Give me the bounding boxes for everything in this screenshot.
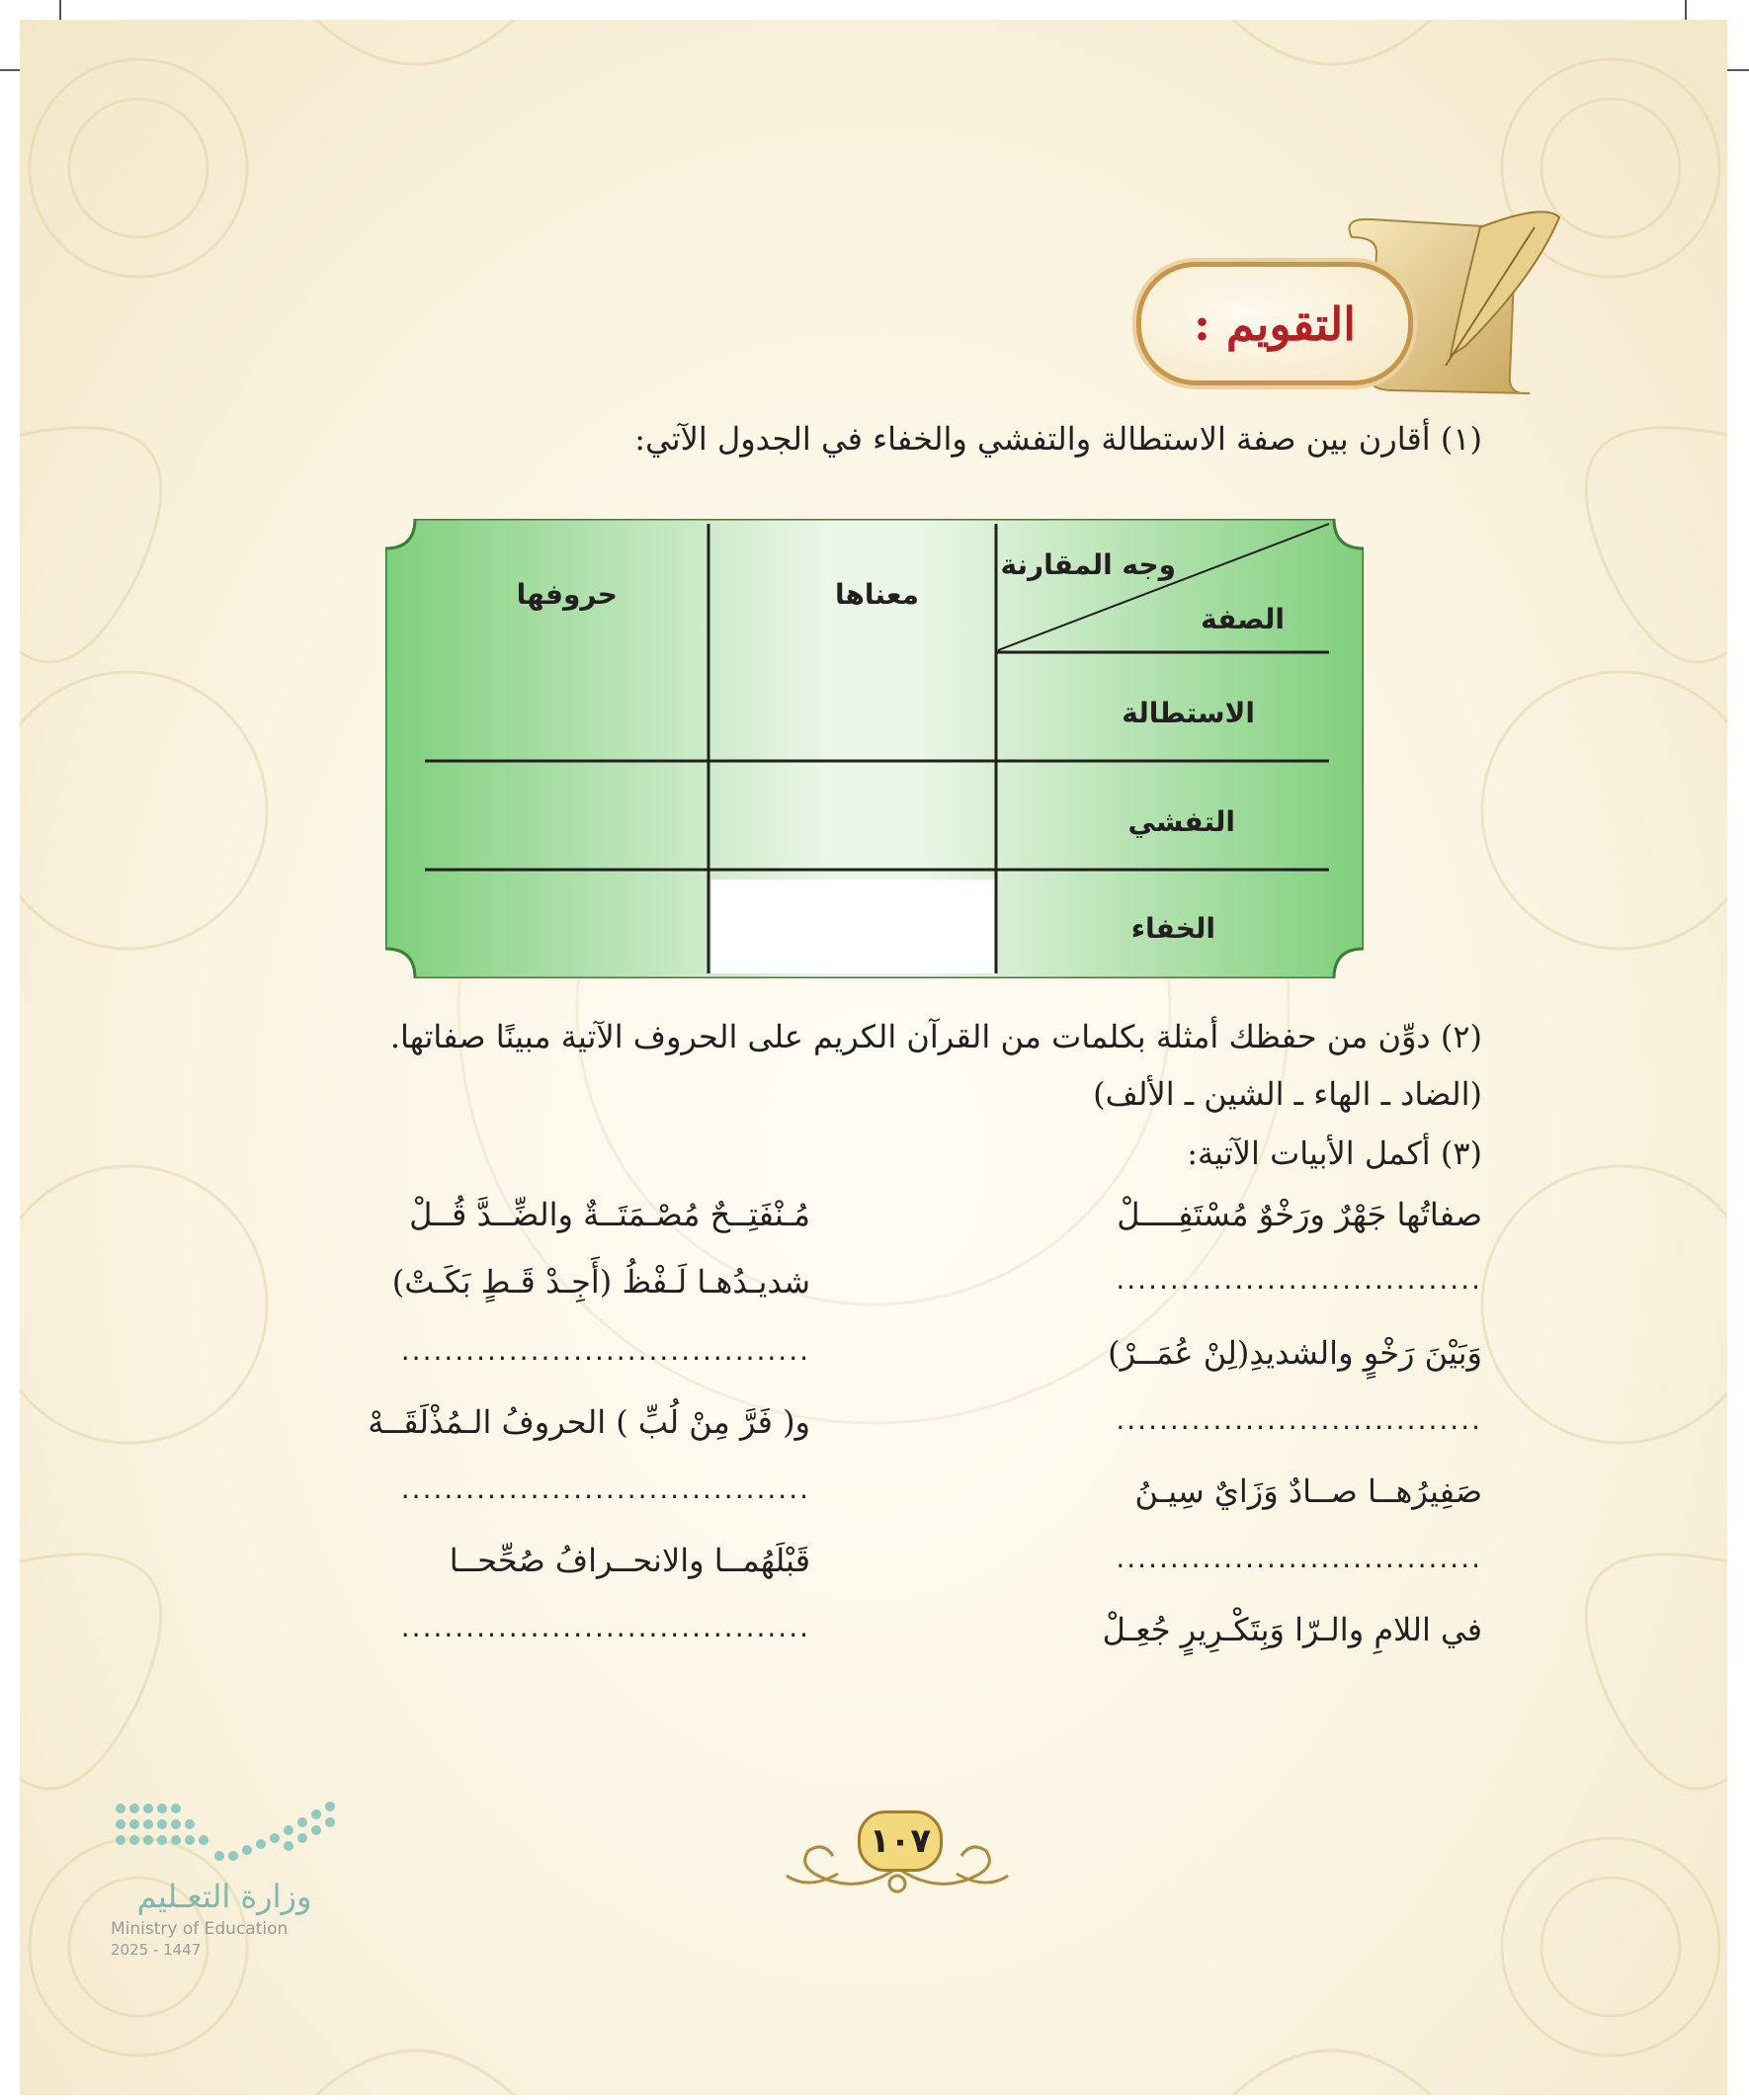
verse-right: في اللامِ والـرّا وَبِتَكْـرِيرٍ جُعِـلْ bbox=[1102, 1611, 1482, 1648]
ministry-year: 2025 - 1447 bbox=[111, 1941, 202, 1959]
table-corner-comparison: وجه المقارنة bbox=[1000, 548, 1176, 581]
ministry-name-arabic: وزارة التعـليم bbox=[136, 1878, 312, 1915]
page-number-ornament bbox=[779, 1806, 1016, 1900]
verse-right: صفاتُها جَهْرٌ ورَخْوٌ مُسْتَفِــــلْ bbox=[1117, 1196, 1482, 1233]
verse-left: و( فَرَّ مِنْ لُبِّ ) الحروفُ الـمُذْلَقَــهْ bbox=[368, 1403, 810, 1441]
blank-line[interactable]: .................................. bbox=[1116, 1542, 1482, 1574]
question-2: (٢) دوِّن من حفظك أمثلة بكلمات من القرآن الكريم على الحروف الآتية مبينًا صفاتها. bbox=[389, 1018, 1482, 1055]
question-2-letters: (الضاد ـ الهاء ـ الشين ـ الألف) bbox=[1093, 1075, 1482, 1113]
ministry-name-english: Ministry of Education bbox=[111, 1919, 289, 1939]
question-1: (١) أقارن بين صفة الاستطالة والتفشي والخفاء في الجدول الآتي: bbox=[634, 420, 1482, 458]
ministry-dots-icon bbox=[111, 1799, 338, 1873]
question-3: (٣) أكمل الأبيات الآتية: bbox=[1187, 1134, 1482, 1172]
verse-right: وَبَيْنَ رَخْوٍ والشديدِ(لِنْ عُمَــرْ) bbox=[1108, 1334, 1482, 1372]
ministry-logo bbox=[111, 1799, 348, 1967]
verse-left: قَبْلَهُمــا والانحــرافُ صُحِّحــا bbox=[449, 1542, 810, 1579]
page-number: ١٠٧ bbox=[858, 1810, 943, 1872]
blank-line[interactable]: ...................................... bbox=[400, 1334, 810, 1367]
comparison-table bbox=[385, 519, 1364, 978]
section-title: التقويم : bbox=[1193, 296, 1357, 351]
blank-line[interactable]: .................................. bbox=[1116, 1263, 1482, 1296]
table-header-letters: حروفها bbox=[516, 578, 618, 611]
section-header bbox=[1136, 262, 1413, 385]
blank-line[interactable]: .................................. bbox=[1116, 1403, 1482, 1436]
verse-left: مُـنْفَتِــحٌ مُصْـمَتَــةٌ والضِّــدَّ قُــلْ bbox=[409, 1196, 810, 1233]
table-row-label: التفشي bbox=[1127, 805, 1235, 838]
blank-line[interactable]: ...................................... bbox=[400, 1472, 810, 1505]
table-row-label: الاستطالة bbox=[1122, 697, 1255, 729]
table-row-label: الخفاء bbox=[1130, 912, 1215, 945]
blank-line[interactable]: ...................................... bbox=[400, 1611, 810, 1643]
table-corner-attribute: الصفة bbox=[1201, 603, 1285, 635]
verse-left: شديـدُهـا لَـفْظُ (أَجِـدْ قَـطٍ بَكَـتْ) bbox=[391, 1263, 810, 1301]
page bbox=[20, 20, 1727, 2095]
table-header-meaning: معناها bbox=[834, 578, 919, 611]
verse-right: صَفِيرُهــا صــادٌ وَزَايٌ سِيـنُ bbox=[1134, 1472, 1482, 1510]
